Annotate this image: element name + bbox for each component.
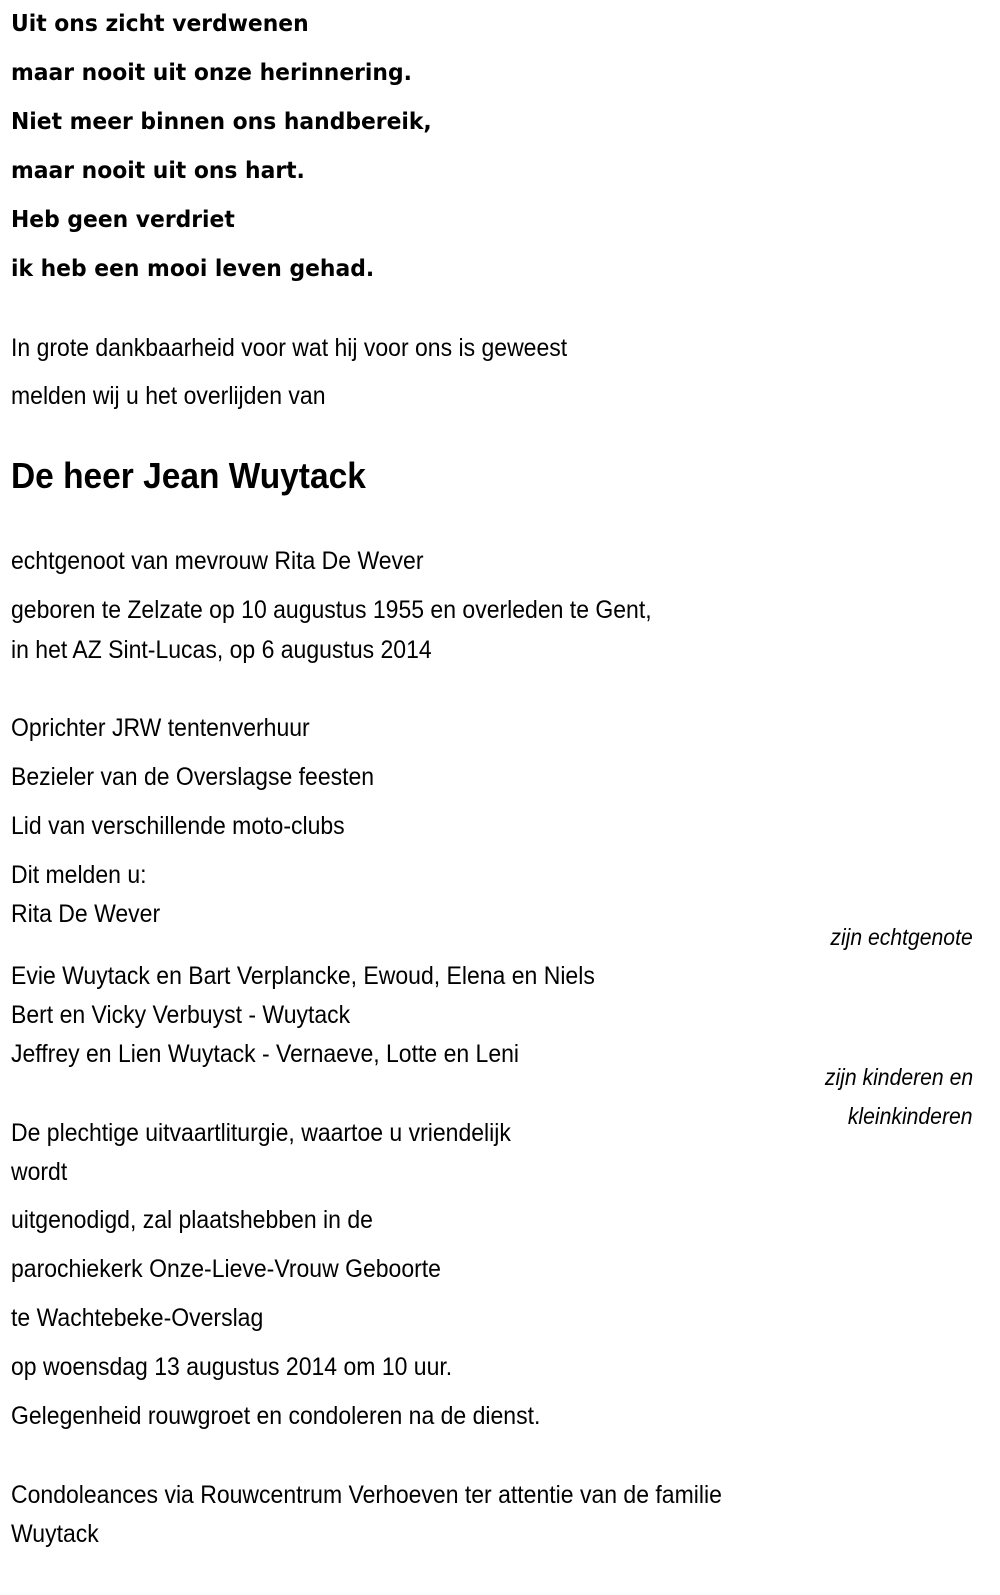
poem-line: Uit ons zicht verdwenen <box>11 11 309 37</box>
children-role: zijn kinderen en <box>824 1064 973 1090</box>
achievement-item: Oprichter JRW tentenverhuur <box>11 714 310 742</box>
announcers-heading: Dit melden u: <box>11 861 147 889</box>
poem-line: ik heb een mooi leven gehad. <box>11 256 375 282</box>
poem-line: maar nooit uit ons hart. <box>11 158 305 184</box>
spouse-role: zijn echtgenote <box>830 924 973 950</box>
spouse-line: echtgenoot van mevrouw Rita De Wever <box>11 547 424 575</box>
birth-death-line: geboren te Zelzate op 10 augustus 1955 en overleden te Gent, <box>11 596 652 624</box>
birth-death-line: in het AZ Sint-Lucas, op 6 augustus 2014 <box>11 636 432 664</box>
intro-line: melden wij u het overlijden van <box>11 382 326 410</box>
deceased-name: De heer Jean Wuytack <box>11 455 366 496</box>
poem-line: maar nooit uit onze herinnering. <box>11 60 412 86</box>
children-role: kleinkinderen <box>848 1103 973 1129</box>
child-family: Bert en Vicky Verbuyst - Wuytack <box>11 1001 351 1029</box>
achievement-item: Bezieler van de Overslagse feesten <box>11 763 375 791</box>
poem-line: Niet meer binnen ons handbereik, <box>11 109 432 135</box>
funeral-line: De plechtige uitvaartliturgie, waartoe u vriendelijk <box>11 1119 511 1147</box>
funeral-line: uitgenodigd, zal plaatshebben in de <box>11 1206 373 1234</box>
intro-line: In grote dankbaarheid voor wat hij voor ons is geweest <box>11 334 568 362</box>
condolences-line: Wuytack <box>11 1520 99 1548</box>
condolences-line: Condoleances via Rouwcentrum Verhoeven ter attentie van de familie <box>11 1481 722 1509</box>
funeral-line: te Wachtebeke-Overslag <box>11 1304 264 1332</box>
funeral-line: wordt <box>11 1158 68 1186</box>
funeral-line: parochiekerk Onze-Lieve-Vrouw Geboorte <box>11 1255 441 1283</box>
poem-line: Heb geen verdriet <box>11 207 235 233</box>
child-family: Jeffrey en Lien Wuytack - Vernaeve, Lotte en Leni <box>11 1040 520 1068</box>
child-family: Evie Wuytack en Bart Verplancke, Ewoud, Elena en Niels <box>11 962 595 990</box>
funeral-line: Gelegenheid rouwgroet en condoleren na de dienst. <box>11 1402 541 1430</box>
funeral-line: op woensdag 13 augustus 2014 om 10 uur. <box>11 1353 453 1381</box>
achievement-item: Lid van verschillende moto-clubs <box>11 812 345 840</box>
spouse-name: Rita De Wever <box>11 900 161 928</box>
